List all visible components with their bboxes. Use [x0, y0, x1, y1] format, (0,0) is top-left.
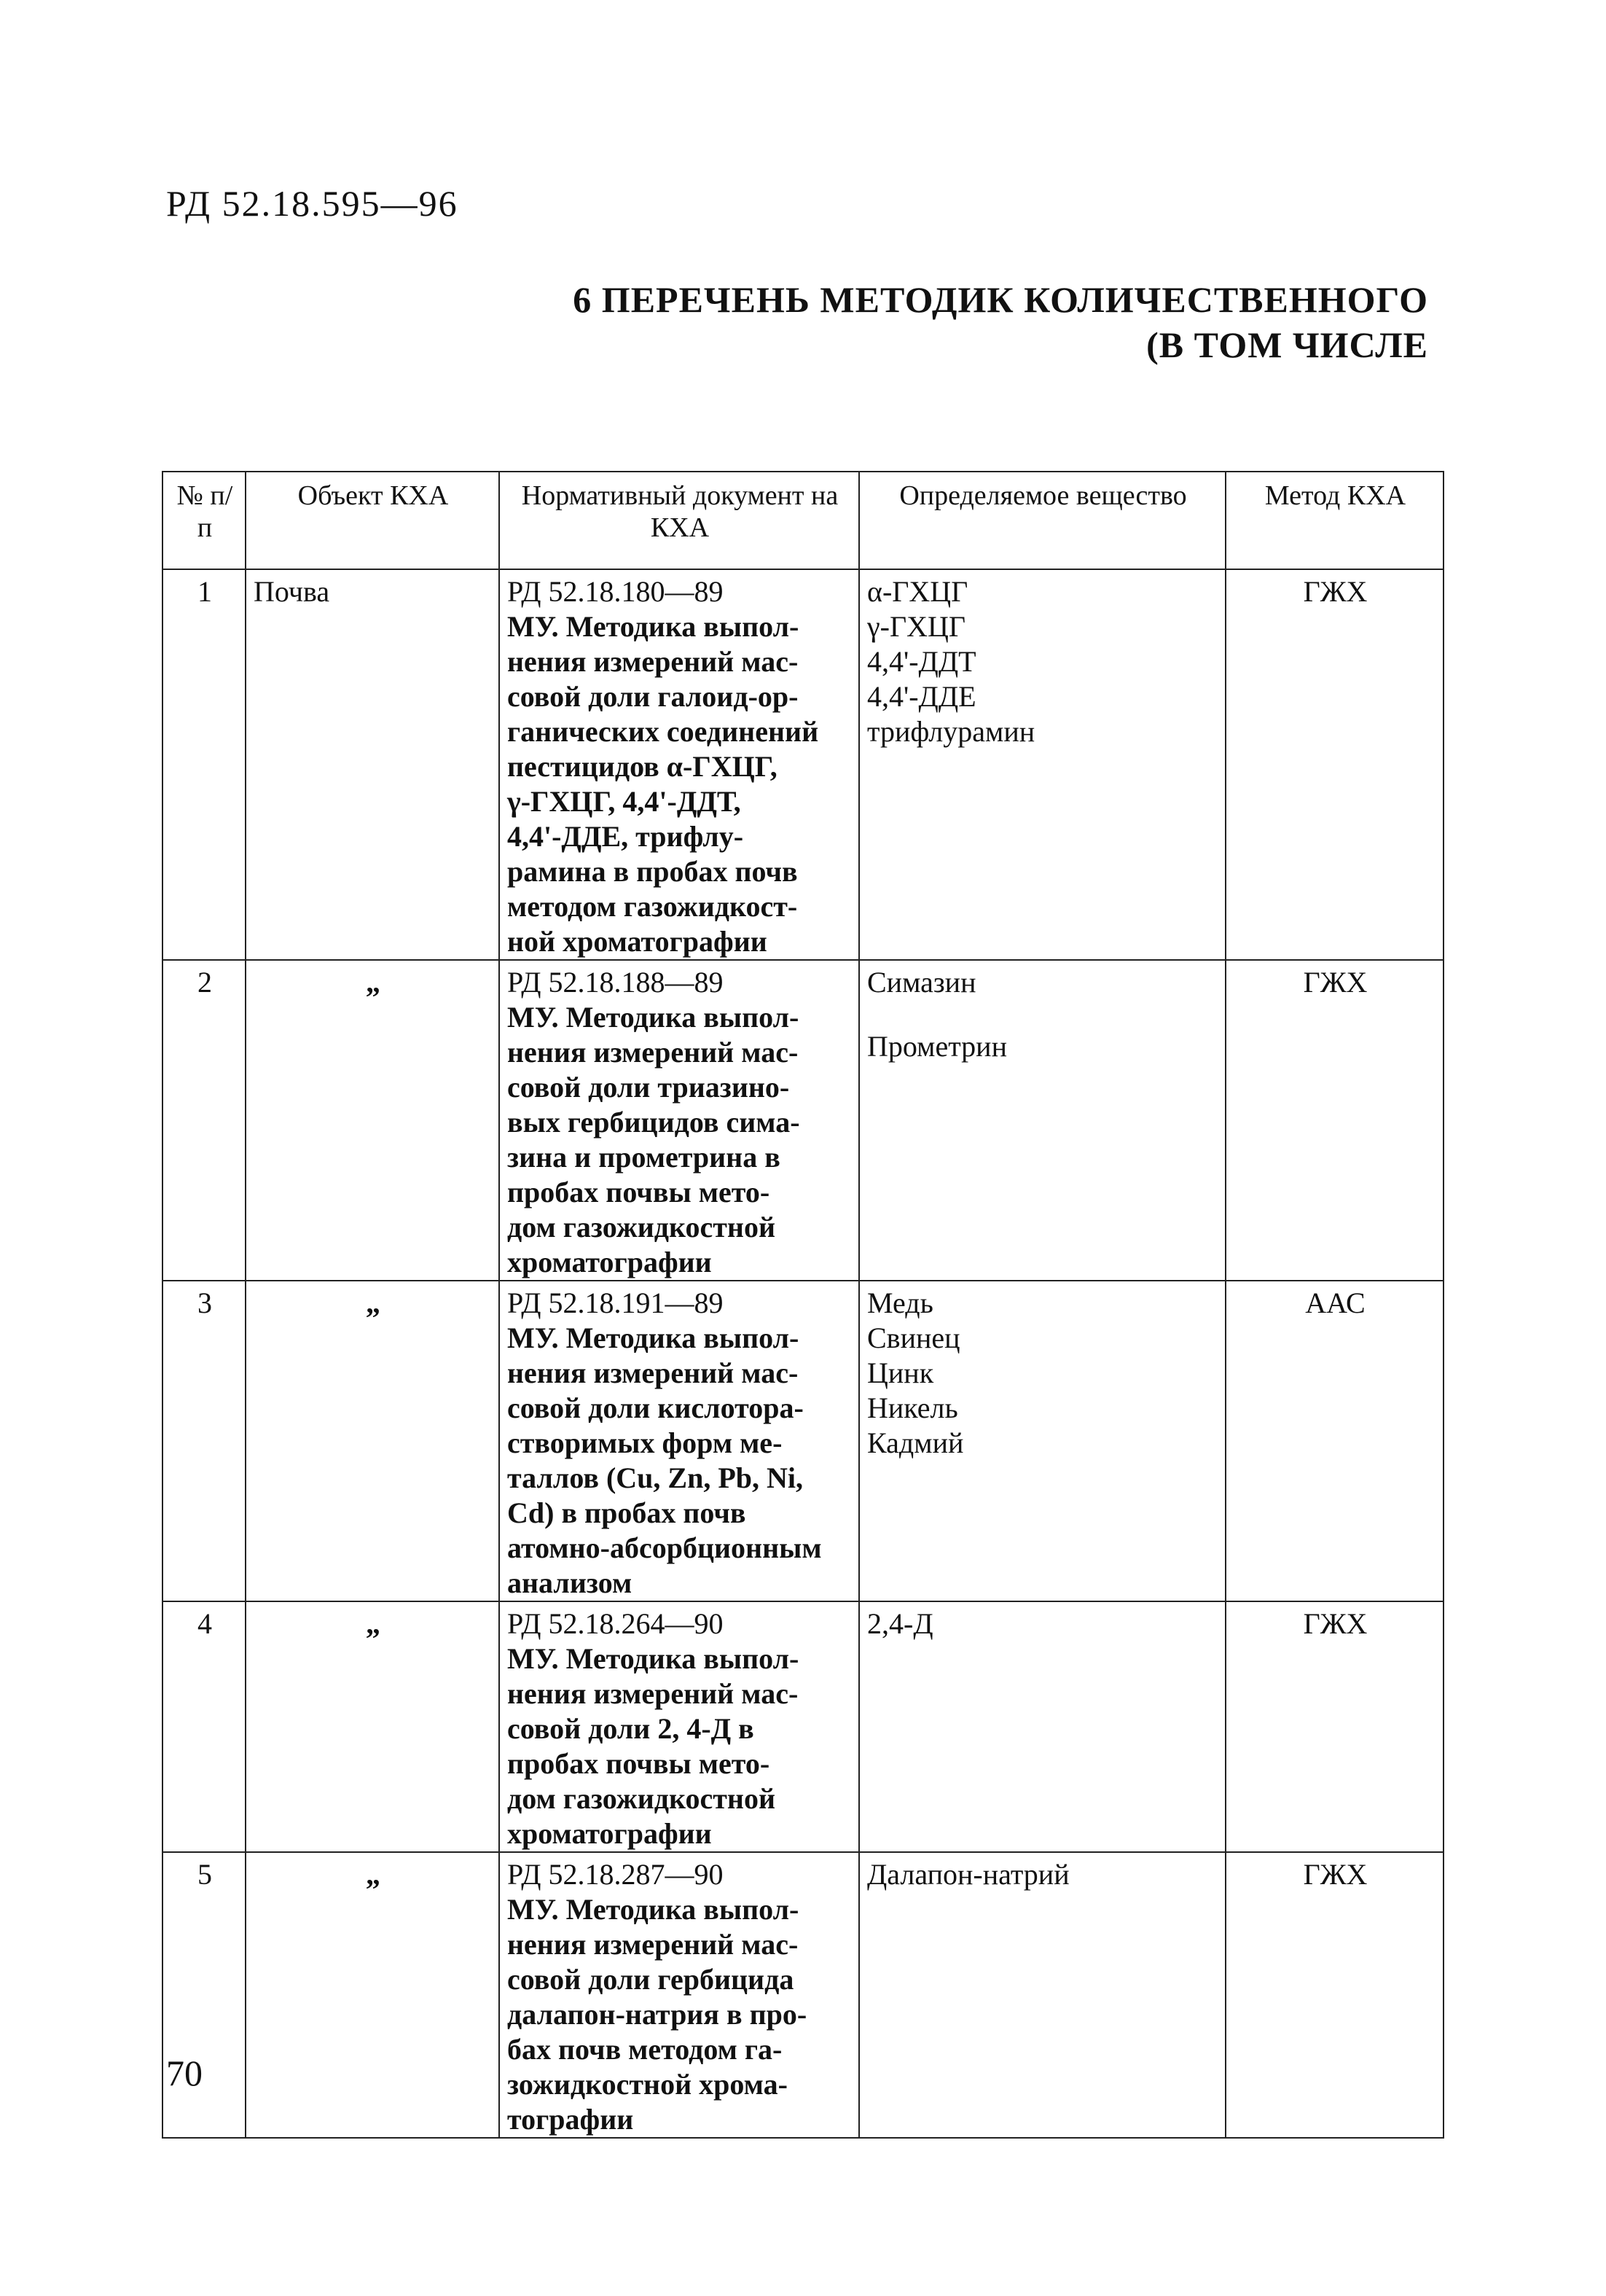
doc-code: РД 52.18.264—90: [507, 1607, 724, 1640]
row-substance: [859, 1601, 1226, 1852]
header-method: Метод КХА: [1226, 472, 1444, 569]
header-object: Объект КХА: [246, 472, 499, 569]
doc-line: пестицидов α-ГХЦГ,: [507, 750, 777, 783]
substance-gap: [867, 1000, 1219, 1029]
doc-line: анализом: [507, 1566, 632, 1599]
table-row: [162, 1281, 1444, 1601]
doc-line: вых гербицидов сима-: [507, 1106, 800, 1139]
methods-table: [162, 471, 1444, 2139]
row-num: 2: [162, 960, 246, 1281]
row-method: ГЖХ: [1226, 1852, 1444, 2138]
table-row: [162, 1601, 1444, 1852]
substance-item: 2,4-Д: [867, 1607, 933, 1640]
header-substance: Определяемое вещество: [859, 472, 1226, 569]
doc-line: МУ. Методика выпол-: [507, 1642, 799, 1675]
section-title-line-1: 6 ПЕРЕЧЕНЬ МЕТОДИК КОЛИЧЕСТВЕННОГО: [573, 279, 1428, 320]
doc-line: рамина в пробах почв: [507, 855, 798, 888]
section-title: [452, 277, 1428, 367]
substance-item: Прометрин: [867, 1030, 1007, 1063]
doc-line: атомно-абсорбционным: [507, 1531, 822, 1564]
document-code: РД 52.18.595—96: [166, 183, 458, 224]
row-substance: [859, 1852, 1226, 2138]
row-num: 5: [162, 1852, 246, 2138]
row-num: 1: [162, 569, 246, 960]
doc-line: таллов (Cu, Zn, Pb, Ni,: [507, 1461, 804, 1494]
section-title-line-2: (В ТОМ ЧИСЛЕ: [1146, 324, 1428, 365]
doc-line: пробах почвы мето-: [507, 1176, 770, 1208]
substance-item: γ-ГХЦГ: [867, 610, 966, 643]
row-document: [499, 569, 859, 960]
doc-line: МУ. Методика выпол-: [507, 1893, 799, 1926]
doc-line: 4,4'-ДДЕ, трифлу-: [507, 820, 744, 853]
doc-line: МУ. Методика выпол-: [507, 610, 799, 643]
substance-item: Медь: [867, 1286, 933, 1319]
row-method: ГЖХ: [1226, 960, 1444, 1281]
substance-item: Кадмий: [867, 1426, 964, 1459]
doc-line: совой доли гербицида: [507, 1963, 794, 1996]
row-object: „: [246, 1852, 499, 2138]
doc-line: совой доли триазино-: [507, 1071, 790, 1104]
page-number: 70: [166, 2053, 203, 2093]
table-row: [162, 960, 1444, 1281]
doc-line: дом газожидкостной: [507, 1211, 776, 1243]
doc-line: далапон-натрия в про-: [507, 1998, 807, 2031]
doc-line: ной хроматографии: [507, 925, 767, 958]
substance-item: 4,4'-ДДЕ: [867, 680, 976, 713]
row-num: 3: [162, 1281, 246, 1601]
row-substance: [859, 569, 1226, 960]
doc-line: нения измерений мас-: [507, 1356, 799, 1389]
row-document: [499, 1852, 859, 2138]
doc-code: РД 52.18.180—89: [507, 575, 724, 608]
doc-line: тографии: [507, 2103, 634, 2136]
substance-item: Свинец: [867, 1321, 960, 1354]
doc-line: совой доли галоид-ор-: [507, 680, 799, 713]
substance-item: 4,4'-ДДТ: [867, 645, 976, 678]
row-substance: [859, 960, 1226, 1281]
doc-line: пробах почвы мето-: [507, 1747, 770, 1780]
substance-item: Цинк: [867, 1356, 934, 1389]
doc-line: зина и прометрина в: [507, 1141, 780, 1174]
doc-line: нения измерений мас-: [507, 1928, 799, 1961]
row-method: ААС: [1226, 1281, 1444, 1601]
doc-code: РД 52.18.287—90: [507, 1858, 724, 1891]
doc-code: РД 52.18.188—89: [507, 966, 724, 999]
doc-line: бах почв методом га-: [507, 2033, 783, 2066]
doc-code: РД 52.18.191—89: [507, 1286, 724, 1319]
row-object: „: [246, 960, 499, 1281]
row-method: ГЖХ: [1226, 569, 1444, 960]
row-document: [499, 960, 859, 1281]
doc-line: совой доли кислотора-: [507, 1391, 804, 1424]
doc-line: нения измерений мас-: [507, 1677, 799, 1710]
row-document: [499, 1281, 859, 1601]
header-num: № п/п: [162, 472, 246, 569]
header-document: Нормативный документ на КХА: [499, 472, 859, 569]
doc-line: нения измерений мас-: [507, 1036, 799, 1069]
row-method: ГЖХ: [1226, 1601, 1444, 1852]
doc-line: зожидкостной хрома-: [507, 2068, 788, 2101]
doc-line: ганических соединений: [507, 715, 819, 748]
substance-item: трифлурамин: [867, 715, 1035, 748]
table-row: [162, 1852, 1444, 2138]
row-document: [499, 1601, 859, 1852]
doc-line: хроматографии: [507, 1246, 712, 1278]
substance-item: Далапон-натрий: [867, 1858, 1070, 1891]
substance-item: α-ГХЦГ: [867, 575, 968, 608]
doc-line: Cd) в пробах почв: [507, 1496, 746, 1529]
row-num: 4: [162, 1601, 246, 1852]
doc-line: γ-ГХЦГ, 4,4'-ДДТ,: [507, 785, 741, 818]
doc-line: методом газожидкост-: [507, 890, 798, 923]
row-object: „: [246, 1601, 499, 1852]
doc-line: МУ. Методика выпол-: [507, 1001, 799, 1034]
doc-line: нения измерений мас-: [507, 645, 799, 678]
doc-line: совой доли 2, 4-Д в: [507, 1712, 754, 1745]
substance-item: Никель: [867, 1391, 958, 1424]
doc-line: дом газожидкостной: [507, 1782, 776, 1815]
doc-line: створимых форм ме-: [507, 1426, 783, 1459]
substance-item: Симазин: [867, 966, 976, 999]
row-object: „: [246, 1281, 499, 1601]
table-header-row: [162, 472, 1444, 569]
doc-line: МУ. Методика выпол-: [507, 1321, 799, 1354]
row-object: Почва: [246, 569, 499, 960]
table-row: [162, 569, 1444, 960]
row-substance: [859, 1281, 1226, 1601]
doc-line: хроматографии: [507, 1817, 712, 1850]
